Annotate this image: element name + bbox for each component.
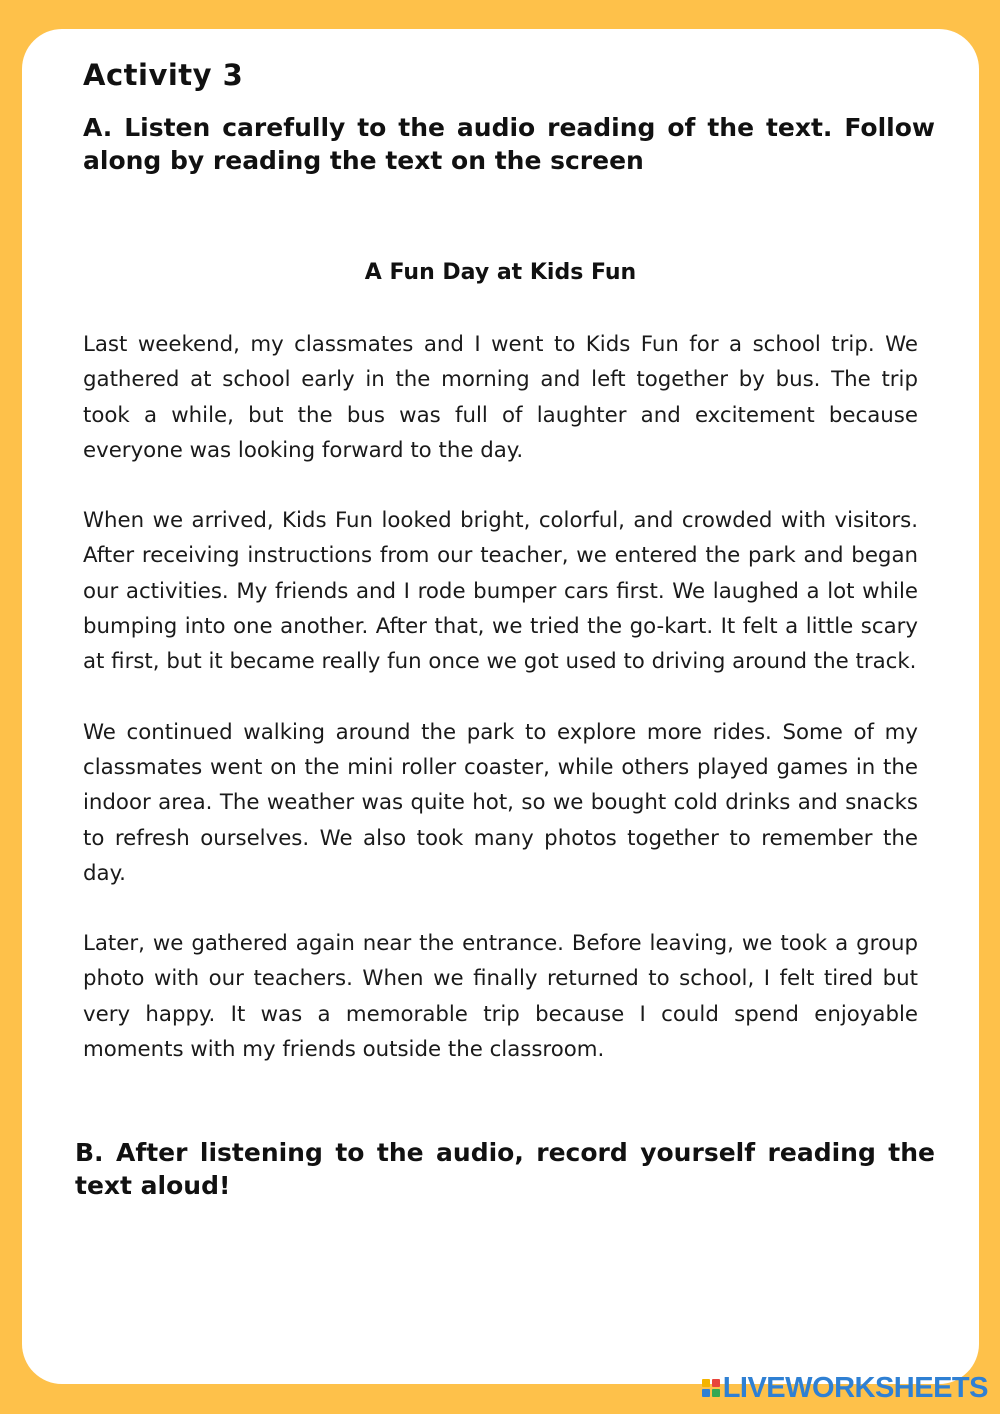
liveworksheets-wordmark: LIVEWORKSHEETS [722, 1372, 988, 1404]
liveworksheets-logo-icon [702, 1377, 720, 1399]
logo-square-red [712, 1379, 720, 1387]
activity-title: Activity 3 [83, 58, 244, 92]
instruction-a: A. Listen carefully to the audio reading of the text. Follow along by reading the text on the screen [83, 113, 935, 175]
story-body [83, 327, 918, 1102]
story-paragraph-3: We continued walking around the park to explore more rides. Some of my classmates went on the mini roller coaster, while others played games in the indoor area. The weather was quite hot, so we bought cold drinks and snacks to refresh ourselves. We also took many photos together to remember the day. [83, 719, 918, 886]
logo-square-yellow [702, 1379, 710, 1387]
logo-square-blue [702, 1389, 710, 1397]
story-title: A Fun Day at Kids Fun [364, 260, 637, 285]
story-paragraph-2: When we arrived, Kids Fun looked bright, colorful, and crowded with visitors. After receiving instructions from our teacher, we entered the park and began our activities. My friends and I rode bumper cars first. We laughed a lot while bumping into one another. After that, we tried the go-kart. It felt a little scary at first, but it became really fun once we got used to driving around the track. [83, 508, 918, 675]
story-paragraph-4: Later, we gathered again near the entrance. Before leaving, we took a group photo with our teachers. When we finally returned to school, I felt tired but very happy. It was a memorable trip because I could spend enjoyable moments with my friends outside the classroom. [83, 931, 918, 1063]
logo-square-green [712, 1389, 720, 1397]
worksheet-sheet [22, 29, 979, 1384]
story-paragraph-1: Last weekend, my classmates and I went to Kids Fun for a school trip. We gathered at school early in the morning and left together by bus. The trip took a while, but the bus was full of laughter and excitement because everyone was looking forward to the day. [83, 332, 918, 463]
liveworksheets-brand[interactable] [702, 1373, 988, 1403]
instruction-b: B. After listening to the audio, record yourself reading the text aloud! [75, 1138, 935, 1200]
